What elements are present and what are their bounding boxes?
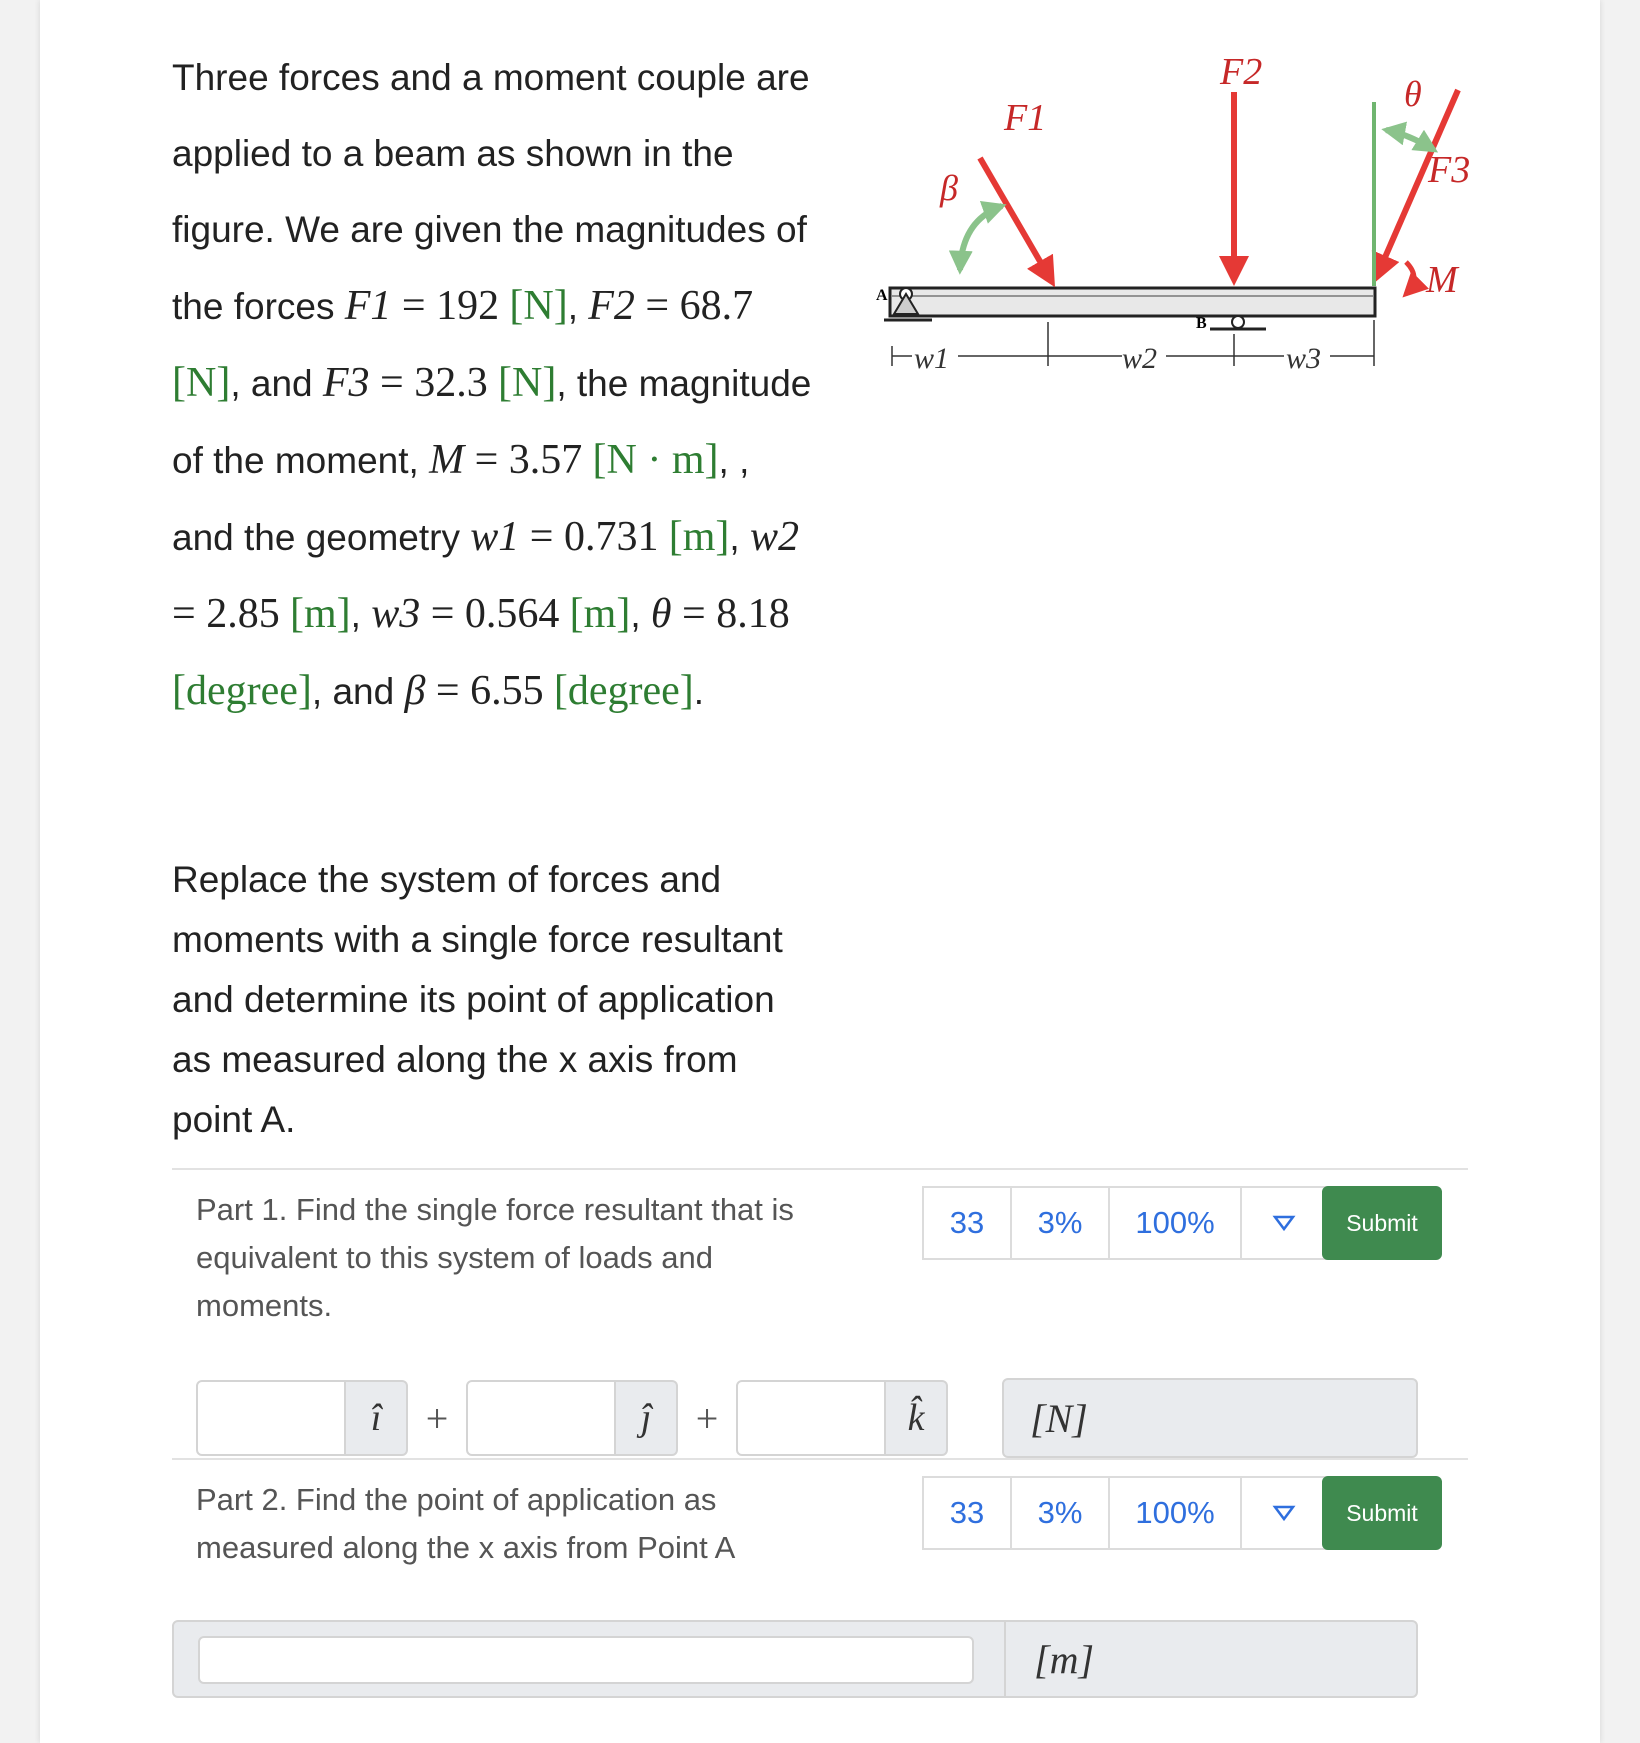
beam-figure (830, 30, 1470, 410)
w3-unit: [m] (569, 591, 631, 637)
chevron-down-icon (1272, 1504, 1296, 1522)
and-text: and (250, 363, 313, 404)
f1-value: 192 (436, 283, 500, 329)
roller-support-b (1210, 316, 1266, 329)
part1-vector-input (196, 1378, 948, 1458)
part1-attempts: 33 (922, 1186, 1012, 1260)
moment-text: , the magnitude of the moment, (172, 363, 812, 481)
theta-arc (1386, 130, 1434, 150)
part2-stats (922, 1476, 1326, 1550)
w1-unit: [m] (668, 514, 730, 560)
geometry-text: , and the geometry (172, 440, 750, 558)
task-statement (172, 850, 812, 1150)
part1-score: 100% (1108, 1186, 1242, 1260)
chevron-down-icon (1272, 1214, 1296, 1232)
w1-value: 0.731 (563, 514, 659, 560)
part1-stats (922, 1186, 1326, 1260)
m-value: 3.57 (508, 437, 583, 483)
f3-value: 32.3 (414, 360, 488, 406)
w2-value: 2.85 (206, 591, 280, 637)
i-component-input[interactable] (196, 1380, 346, 1456)
f2-value: 68.7 (679, 283, 754, 329)
beta-symbol: β (404, 668, 426, 714)
f3-symbol: F3 (322, 360, 370, 406)
f2-symbol: F2 (588, 283, 635, 329)
j-component-input[interactable] (466, 1380, 616, 1456)
label-w3: w3 (1286, 342, 1322, 375)
part1-percent: 3% (1010, 1186, 1110, 1260)
theta-unit: [degree] (172, 668, 312, 714)
w1-symbol: w1 (470, 514, 520, 560)
j-hat-label: ĵ (616, 1380, 678, 1456)
beta-value: 6.55 (470, 668, 544, 714)
theta-symbol: θ (650, 591, 672, 637)
beta-arc (960, 206, 1002, 270)
plus-sign: + (425, 1395, 449, 1441)
label-theta: θ (1404, 74, 1422, 114)
part1-submit-button[interactable]: Submit (1322, 1186, 1442, 1260)
i-hat-label: î (346, 1380, 408, 1456)
w2-symbol: w2 (749, 514, 799, 560)
and-text: and (332, 671, 395, 712)
f1-symbol: F1 (344, 283, 392, 329)
label-m: M (1426, 259, 1458, 301)
beta-unit: [degree] (553, 668, 694, 714)
part1-dropdown[interactable] (1240, 1186, 1328, 1260)
label-f3: F3 (1428, 149, 1470, 191)
point-of-application-input[interactable] (198, 1636, 974, 1684)
divider (172, 1458, 1468, 1460)
f3-unit: [N] (498, 360, 557, 406)
part1-unit: [N] (1002, 1378, 1418, 1458)
task-text: Replace the system of forces and moments with a single force resultant and determine its point of application as measured along the x axis from point A. (172, 859, 783, 1140)
part1-text: Part 1. Find the single force resultant that is equivalent to this system of loads and moments. (196, 1192, 794, 1323)
m-unit: [N · m] (592, 437, 719, 483)
part2-unit: [m] (1004, 1622, 1094, 1696)
label-w2: w2 (1122, 342, 1158, 375)
m-symbol: M (429, 437, 465, 483)
plus-sign: + (695, 1395, 719, 1441)
w2-unit: [m] (289, 591, 351, 637)
label-w1: w1 (914, 342, 950, 375)
problem-paragraph: Three forces and a moment couple are applied to a beam as shown in the figure. We are given the magnitudes of the forces F1 = 192 [N], F2 = 68.7 [N], and F3 = 32.3 [N], the magnitude of the moment, M = 3.57 [N · m], , and the geometry w1 = 0.731 [m], w2 = 2.85 [m], w3 = 0.564 [m], θ = 8.18 [degree], and β = 6.55 [degree]. (172, 57, 812, 714)
k-component-input[interactable] (736, 1380, 886, 1456)
part2-text: Part 2. Find the point of application as measured along the x axis from Point A (196, 1482, 736, 1565)
divider (172, 1168, 1468, 1170)
f2-unit: [N] (172, 360, 231, 406)
label-f1: F1 (1004, 97, 1047, 139)
part2-attempts: 33 (922, 1476, 1012, 1550)
beam (890, 288, 1375, 316)
label-a: A (876, 287, 888, 304)
intro-text: Three forces and a moment couple are applied to a beam as shown in the figure. We are given the magnitudes of the forces (172, 57, 810, 327)
part2-dropdown[interactable] (1240, 1476, 1328, 1550)
label-b: B (1196, 315, 1207, 332)
theta-value: 8.18 (716, 591, 790, 637)
k-hat-label: k̂ (886, 1380, 948, 1456)
part2-score: 100% (1108, 1476, 1242, 1550)
f1-unit: [N] (509, 283, 568, 329)
part2-percent: 3% (1010, 1476, 1110, 1550)
f1-arrow (980, 158, 1052, 282)
w3-value: 0.564 (464, 591, 560, 637)
label-f2: F2 (1220, 51, 1263, 93)
w3-symbol: w3 (371, 591, 421, 637)
part2-submit-button[interactable]: Submit (1322, 1476, 1442, 1550)
moment-arc (1406, 262, 1414, 294)
problem-statement (172, 40, 812, 730)
part2-answer-group (172, 1620, 1418, 1698)
label-beta: β (940, 168, 958, 208)
